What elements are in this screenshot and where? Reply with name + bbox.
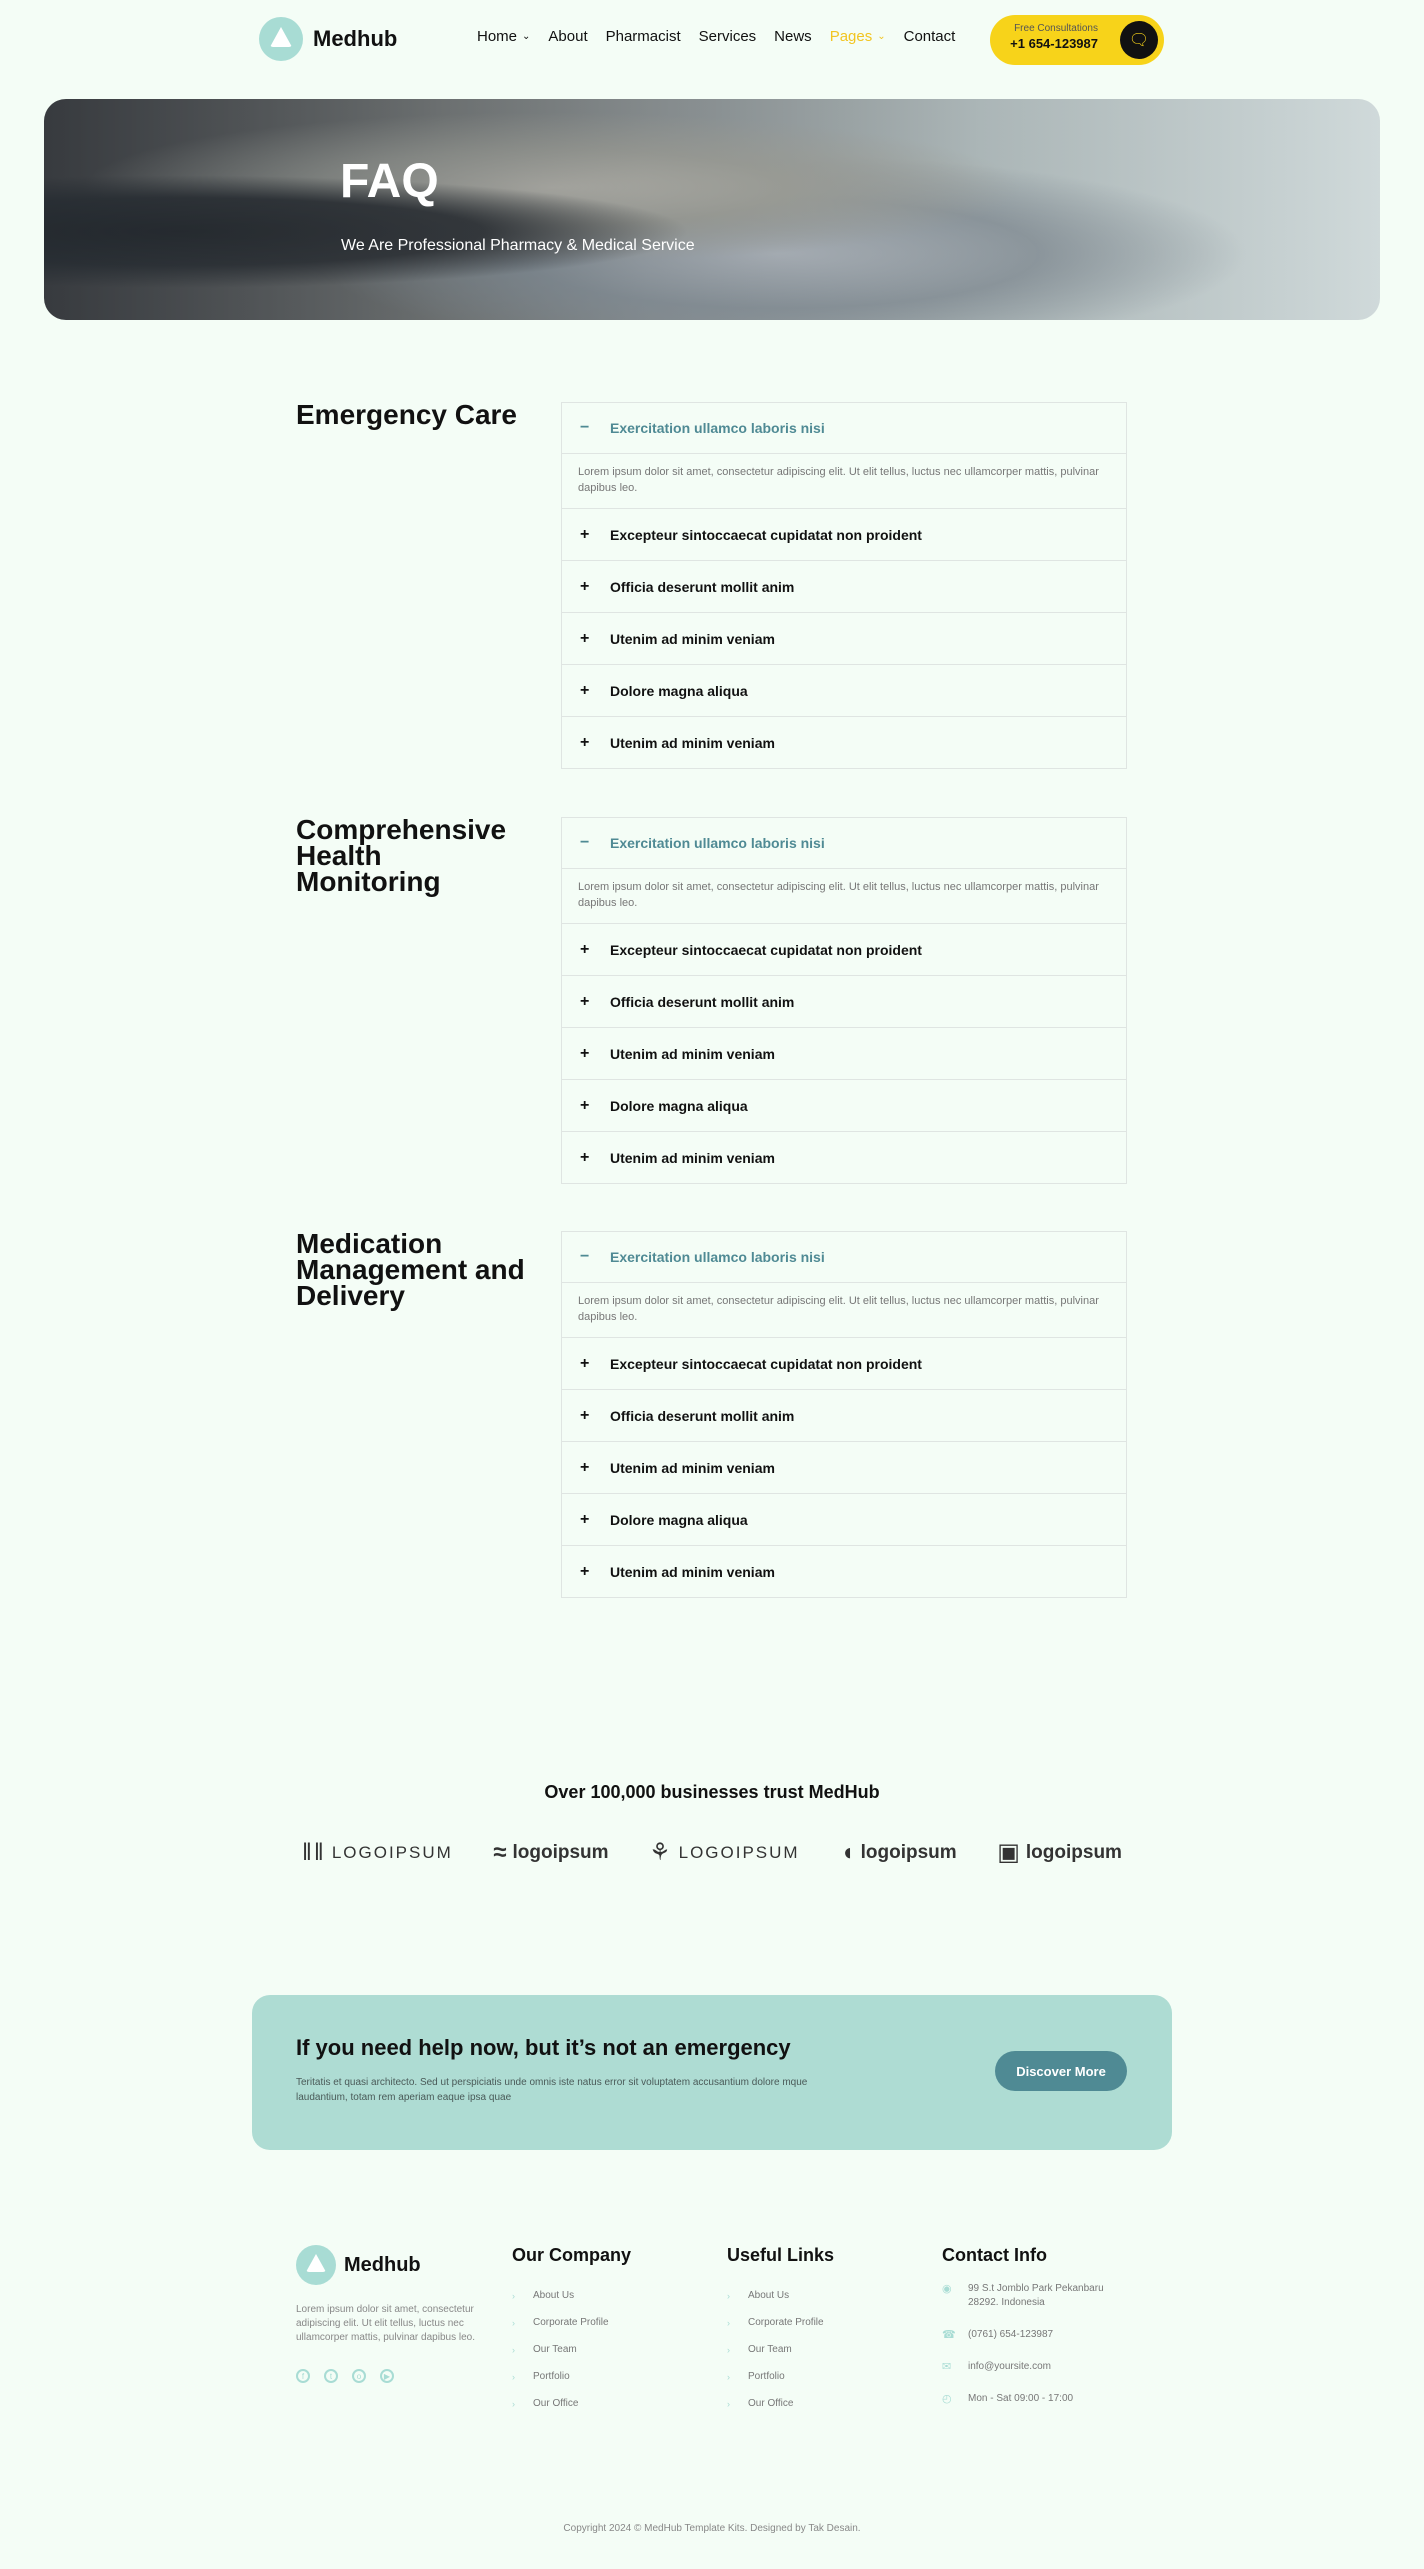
consult-phone: +1 654-123987 (1010, 36, 1098, 51)
faq-heading: Medication Management and Delivery (296, 1228, 525, 1311)
footer-col-title: Our Company (512, 2245, 632, 2265)
barcode-icon: ‖‖ (302, 1838, 326, 1866)
plus-icon: + (580, 1458, 590, 1476)
faq-accordion (561, 402, 1127, 769)
faq-question: Utenim ad minim veniam (610, 1563, 775, 1580)
nav-news[interactable]: News (774, 28, 812, 45)
partner-logo: ◖ logoipsum (840, 1838, 957, 1866)
twitter-icon[interactable]: t (324, 2369, 338, 2383)
plus-icon: + (580, 1096, 590, 1114)
footer-col-title: Useful Links (727, 2245, 835, 2265)
nav-pharmacist[interactable]: Pharmacist (605, 28, 681, 45)
plus-icon: + (580, 1044, 590, 1062)
footer-link[interactable]: › About Us (512, 2290, 575, 2301)
plus-icon: + (580, 681, 590, 699)
partner-logo: ≈ logoipsum (493, 1838, 609, 1866)
consult-label: Free Consultations (1014, 23, 1098, 34)
chevron-right-icon: › (727, 2317, 730, 2328)
facebook-icon[interactable]: f (296, 2369, 310, 2383)
footer-link[interactable]: › Our Team (512, 2344, 577, 2355)
footer-link[interactable]: › Portfolio (512, 2371, 570, 2382)
faq-item[interactable] (562, 1442, 1126, 1494)
chevron-down-icon: ⌄ (877, 31, 886, 42)
partner-logos (302, 1838, 1122, 1867)
faq-question: Excepteur sintoccaecat cupidatat non proident (610, 1355, 922, 1372)
faq-item[interactable] (562, 1390, 1126, 1442)
plus-icon: + (580, 1406, 590, 1424)
copyright: Copyright 2024 © MedHub Template Kits. Designed by Tak Desain. (563, 2523, 861, 2534)
faq-question: Officia deserunt mollit anim (610, 578, 795, 595)
clock-icon: ◴ (942, 2393, 952, 2405)
plus-icon: + (580, 1354, 590, 1372)
half-circle-icon: ◖ (840, 1838, 855, 1866)
faq-item[interactable] (562, 1080, 1126, 1132)
faq-answer: Lorem ipsum dolor sit amet, consectetur adipiscing elit. Ut elit tellus, luctus nec ullamcorper mattis, pulvinar dapibus leo. (578, 881, 1099, 909)
faq-heading: Emergency Care (296, 399, 518, 430)
square-logo-icon: ▣ (997, 1839, 1020, 1866)
faq-question: Officia deserunt mollit anim (610, 993, 795, 1010)
faq-question: Utenim ad minim veniam (610, 630, 775, 647)
cta-title: If you need help now, but it’s not an emergency (296, 2035, 791, 2060)
footer-description: Lorem ipsum dolor sit amet, consectetur adipiscing elit. Ut elit tellus, luctus nec ullamcorper mattis, pulvinar dapibus leo. (296, 2304, 475, 2343)
footer-link[interactable]: › Portfolio (727, 2371, 785, 2382)
wheat-icon: ⚘ (649, 1839, 673, 1866)
faq-item[interactable] (562, 976, 1126, 1028)
youtube-icon[interactable]: ▶ (380, 2369, 394, 2383)
nav-home[interactable]: Home ⌄ (477, 28, 531, 45)
footer-link[interactable]: › Our Office (727, 2398, 794, 2409)
footer-col-title: Contact Info (942, 2245, 1047, 2265)
faq-question: Dolore magna aliqua (610, 682, 748, 699)
plus-icon: + (580, 733, 590, 751)
partner-logo: ‖‖ LOGOIPSUM (302, 1838, 453, 1866)
faq-question: Dolore magna aliqua (610, 1511, 748, 1528)
faq-item[interactable] (562, 924, 1126, 976)
contact-email[interactable]: info@yoursite.com (968, 2361, 1051, 2372)
nav-services[interactable]: Services (698, 28, 757, 45)
footer-link[interactable]: › Our Team (727, 2344, 792, 2355)
faq-item[interactable] (562, 1338, 1126, 1390)
plus-icon: + (580, 940, 590, 958)
contact-hours: Mon - Sat 09:00 - 17:00 (968, 2393, 1074, 2404)
faq-item[interactable] (562, 665, 1126, 717)
faq-item[interactable] (562, 1546, 1126, 1597)
nav-about[interactable]: About (548, 28, 588, 45)
discover-more-button[interactable]: Discover More (995, 2051, 1127, 2091)
chevron-right-icon: › (727, 2371, 730, 2382)
footer-logo[interactable]: Medhub (296, 2245, 486, 2285)
faq-question: Excepteur sintoccaecat cupidatat non proident (610, 941, 922, 958)
faq-heading: Comprehensive Health Monitoring (296, 814, 507, 897)
page-subtitle: We Are Professional Pharmacy & Medical Service (341, 237, 695, 254)
faq-question: Utenim ad minim veniam (610, 1045, 775, 1062)
contact-address: 99 S.t Jomblo Park Pekanbaru 28292. Indonesia (968, 2283, 1104, 2308)
page-title: FAQ (340, 155, 439, 208)
footer-link[interactable]: › Our Office (512, 2398, 579, 2409)
plus-icon: + (580, 992, 590, 1010)
site-logo[interactable] (259, 17, 397, 61)
plus-icon: + (580, 577, 590, 595)
faq-question: Excepteur sintoccaecat cupidatat non proident (610, 526, 922, 543)
chevron-right-icon: › (512, 2317, 515, 2328)
chat-icon: 🗨 (1120, 21, 1158, 59)
faq-question: Exercitation ullamco laboris nisi (610, 1249, 825, 1265)
plus-icon: + (580, 525, 590, 543)
chevron-right-icon: › (512, 2290, 515, 2301)
instagram-icon[interactable]: o (352, 2369, 366, 2383)
faq-question: Utenim ad minim veniam (610, 1459, 775, 1476)
minus-icon: − (580, 419, 590, 436)
faq-question: Officia deserunt mollit anim (610, 1407, 795, 1424)
faq-item[interactable] (562, 1232, 1126, 1338)
footer-link[interactable]: › Corporate Profile (512, 2317, 609, 2328)
faq-accordion (561, 1231, 1127, 1598)
free-consultation-button[interactable] (990, 15, 1164, 65)
logo-text: Medhub (313, 26, 398, 51)
chevron-right-icon: › (512, 2344, 515, 2355)
waves-icon: ≈ (493, 1838, 507, 1866)
partner-logo: ▣ logoipsum (997, 1839, 1122, 1866)
main-nav (477, 28, 955, 45)
phone-icon: ☎ (942, 2329, 956, 2341)
page-hero (44, 99, 1380, 320)
chevron-right-icon: › (512, 2398, 515, 2409)
help-cta (252, 1995, 1172, 2150)
contact-phone[interactable]: (0761) 654-123987 (968, 2329, 1054, 2340)
footer-company (512, 2245, 631, 2417)
faq-question: Utenim ad minim veniam (610, 1149, 775, 1166)
footer-link[interactable]: › Corporate Profile (727, 2317, 824, 2328)
plus-icon: + (580, 1510, 590, 1528)
faq-accordion (561, 817, 1127, 1184)
faq-item[interactable] (562, 1028, 1126, 1080)
trust-title: Over 100,000 businesses trust MedHub (544, 1782, 880, 1802)
faq-item[interactable] (562, 613, 1126, 665)
faq-answer: Lorem ipsum dolor sit amet, consectetur adipiscing elit. Ut elit tellus, luctus nec ullamcorper mattis, pulvinar dapibus leo. (578, 466, 1099, 494)
nav-pages[interactable]: Pages ⌄ (829, 28, 886, 45)
mail-icon: ✉ (942, 2361, 952, 2373)
cta-text: Teritatis et quasi architecto. Sed ut perspiciatis unde omnis iste natus error sit voluptatem accusantium dolore mque laudantium, totam rem aperiam eaque ipsa quae (296, 2077, 808, 2103)
faq-question: Utenim ad minim veniam (610, 734, 775, 751)
minus-icon: − (580, 1248, 590, 1265)
faq-answer: Lorem ipsum dolor sit amet, consectetur adipiscing elit. Ut elit tellus, luctus nec ullamcorper mattis, pulvinar dapibus leo. (578, 1295, 1099, 1323)
nav-contact[interactable]: Contact (903, 28, 956, 45)
footer-about (296, 2245, 486, 2383)
chevron-right-icon: › (512, 2371, 515, 2382)
faq-item[interactable] (562, 818, 1126, 924)
location-pin-icon: ◉ (942, 2283, 952, 2295)
logo-mark-icon (296, 2245, 336, 2285)
chevron-right-icon: › (727, 2344, 730, 2355)
chevron-down-icon: ⌄ (522, 31, 531, 42)
faq-item[interactable] (562, 403, 1126, 509)
faq-item[interactable] (562, 717, 1126, 768)
minus-icon: − (580, 834, 590, 851)
footer-contact (942, 2245, 1118, 2424)
faq-question: Exercitation ullamco laboris nisi (610, 835, 825, 851)
site-header (0, 0, 1424, 80)
chevron-right-icon: › (727, 2398, 730, 2409)
faq-question: Dolore magna aliqua (610, 1097, 748, 1114)
social-links (296, 2369, 486, 2383)
faq-item[interactable] (562, 1132, 1126, 1183)
partner-logo: ⚘ LOGOIPSUM (649, 1839, 800, 1866)
faq-item[interactable] (562, 561, 1126, 613)
faq-question: Exercitation ullamco laboris nisi (610, 420, 825, 436)
chevron-right-icon: › (727, 2290, 730, 2301)
logo-mark-icon (259, 17, 303, 61)
footer-useful-links (727, 2245, 834, 2417)
plus-icon: + (580, 1562, 590, 1580)
plus-icon: + (580, 1148, 590, 1166)
faq-item[interactable] (562, 509, 1126, 561)
faq-item[interactable] (562, 1494, 1126, 1546)
footer-link[interactable]: › About Us (727, 2290, 790, 2301)
plus-icon: + (580, 629, 590, 647)
